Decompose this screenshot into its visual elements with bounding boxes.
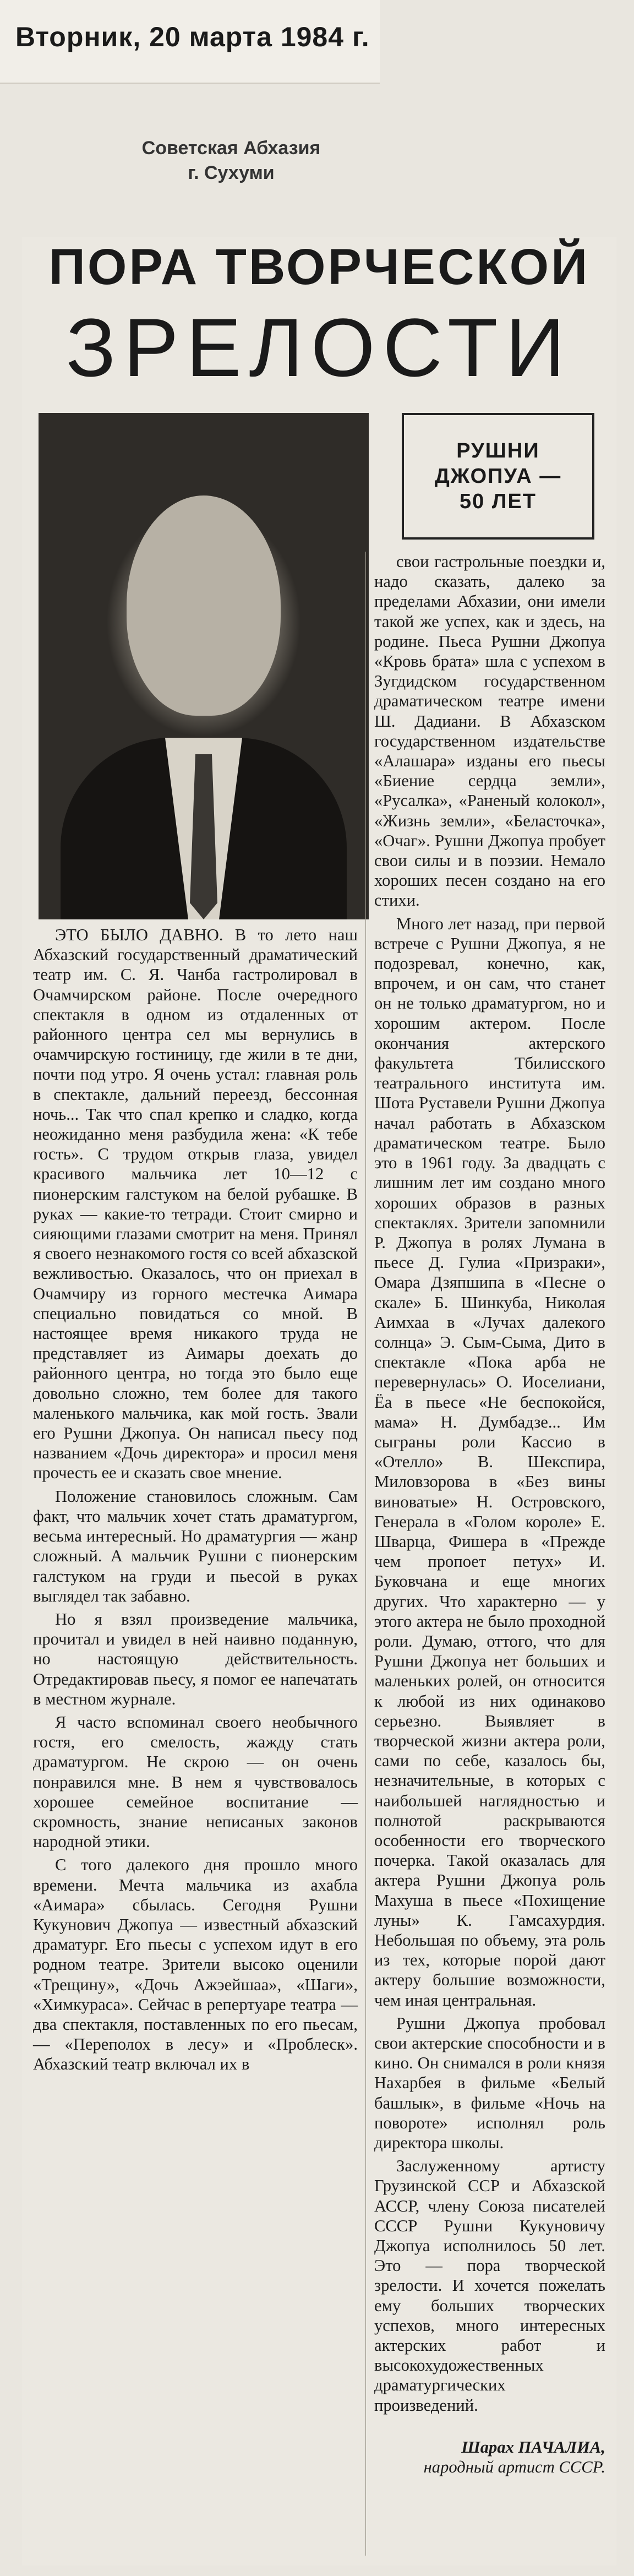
- left-paragraph: Но я взял произведение мальчика, прочитал и увидел в ней наивно поданную, но настоящую действительность. Отредактировав пьесу, я помог ее напечатать в местном журнале.: [33, 1609, 358, 1708]
- headline-line-1: ПОРА ТВОРЧЕСКОЙ: [48, 239, 590, 295]
- stamp-newspaper-name: Советская Абхазия: [141, 138, 321, 159]
- right-paragraph: Заслуженному артисту Грузинской ССР и Абхазской АССР, члену Союза писателей СССР Рушни Кукуновичу Джопуа исполнилось 50 лет. Это — пора творческой зрелости. И хочется пожелать ему больших творческих успехов, много интересных актерских работ и высокохудожественных драматургических произведений.: [374, 2156, 605, 2415]
- right-column: [374, 552, 605, 2477]
- signature: [374, 2437, 605, 2477]
- headline-line-2: ЗРЕЛОСТИ: [65, 301, 573, 394]
- right-paragraph: свои гастрольные поездки и, надо сказать, далеко за пределами Абхазии, они имели такой же успех, как и здесь, на родине. Пьеса Рушни Джопуа «Кровь брата» шла с успехом в Зугдидском государственном драматическом театре имени Ш. Дадиани. В Абхазском государственном издательстве «Алашара» изданы его пьесы «Биение сердца земли», «Русалка», «Раненый колокол», «Жизнь земли», «Беласточка», «Очаг». Рушни Джопуа пробует свои силы и в поэзии. Немало хороших песен создано на его стихи.: [374, 552, 605, 910]
- left-paragraph: ЭТО БЫЛО ДАВНО. В то лето наш Абхазский государственный драматический театр им. С. Я. Чанба гастролировал в Очамчирском районе. После очередного спектакля в одном из отдаленных от районного центра сел мы вернулись в очамчирскую гостиницу, где жили в те дни, почти под утро. Я очень устал: главная роль в спектакле, дальний переезд, бессонная ночь... Так что спал крепко и сладко, когда неожиданно меня разбудила жена: «К тебе гость». С трудом открыв глаза, увидел красивого мальчика лет 10—12 с пионерским галстуком на белой рубашке. В руках — какие-то тетради. Стоит смирно и сияющими глазами смотрит на меня. Принял я своего незнакомого гостя со всей абхазской вежливостью. Оказалось, что он приехал в Очамчиру из горного местечка Аимара специально повидаться со мной. В настоящее время никакого труда не представляет из Аимары доехать до районного центра, но тогда это было еще довольно сложно, тем более для такого маленького мальчика, как мой гость. Звали его Рушни Джопуа. Он написал пьесу под названием «Дочь директора» и просил меня прочесть ее и сказать свое мнение.: [33, 925, 358, 1483]
- right-paragraph: Много лет назад, при первой встрече с Рушни Джопуа, я не подозревал, конечно, как, впрочем, и он сам, что станет он не только драматургом, но и хорошим актером. После окончания актерского факультета Тбилисского театрального института им. Шота Руставели Рушни Джопуа начал работать в Абхазском драматическом театре. Было это в 1961 году. За двадцать с лишним лет им создано много хороших образов в разных спектаклях. Зрители запомнили Р. Джопуа в ролях Лумана в пьесе Д. Гулиа «Призраки», Омара Дзяпшипа в «Песне о скале» Б. Шинкуба, Николая Аимхаа в «Лучах далекого солнца» Э. Сым-Сыма, Дито в спектакле «Пока арба не перевернулась» О. Иоселиани, Ёа в пьесе «Не беспокойся, мама» Н. Думбадзе... Им сыграны роли Кассио в «Отелло» В. Шекспира, Миловзорова в «Без вины виноватые» Н. Островского, Генерала в «Голом короле» Е. Шварца, Фишера в «Прежде чем пропоет петух» И. Буковчана и еще многих других. Что характерно — у этого актера не было проходной роли. Думаю, оттого, что для Рушни Джопуа нет больших и маленьких ролей, он относится к любой из них одинаково серьезно. Выявляет в творческой жизни актера роли, сами по себе, казалось бы, незначительные, в которых с наибольшей наглядностью и полнотой раскрываются особенности его творческого почерка. Такой оказалась для актера Рушни Джопуа роль Махуша в пьесе «Похищение луны» К. Гамсахурдия. Небольшая по объему, эта роль из тех, которые порой дают актеру большие возможности, чем иная центральная.: [374, 914, 605, 2009]
- signature-title: народный артист СССР.: [423, 2458, 605, 2477]
- column-divider: [365, 552, 366, 2556]
- signature-name: Шарах ПАЧАЛИА,: [461, 2437, 605, 2457]
- left-paragraph: Я часто вспоминал своего необычного гостя, его смелость, жажду стать драматургом. Не скрою — он очень понравился мне. В нем я чувствовалось хорошее семейное воспитание — скромность, знание неписаных законов народной этики.: [33, 1712, 358, 1851]
- stamp-city: г. Сухуми: [188, 162, 275, 183]
- anniversary-box-text: РУШНИ ДЖОПУА — 50 ЛЕТ: [434, 439, 562, 513]
- newspaper-stamp: [127, 138, 336, 215]
- right-paragraph: Рушни Джопуа пробовал свои актерские способности и в кино. Он снимался в роли князя Нахарбея в фильме «Белый башлык», в фильме «Ночь на повороте» исполнял роль директора школы.: [374, 2013, 605, 2153]
- left-column: [33, 925, 358, 2074]
- article: [22, 237, 616, 2566]
- issue-date: Вторник, 20 марта 1984 г.: [15, 21, 370, 52]
- left-paragraph: С того далекого дня прошло много времени. Мечта мальчика из ахабла «Аимара» сбылась. Сегодня Рушни Кукунович Джопуа — известный абхазский драматург. Его пьесы с успехом идут в его родном театре. Зрители высоко оценили «Трещину», «Дочь Ажэейшаа», «Шаги», «Химкураса». Сейчас в репертуаре театра — два спектакля, поставленных по его пьесам, — «Переполох в лесу» и «Проблеск». Абхазский театр включал их в: [33, 1855, 358, 2074]
- left-paragraph: Положение становилось сложным. Сам факт, что мальчик хочет стать драматургом, весьма интересный. Но драматургия — жанр сложный. А мальчик Рушни с пионерским галстуком на груди и пьесой в руках выглядел так забавно.: [33, 1486, 358, 1605]
- anniversary-box: [402, 413, 594, 540]
- date-clipping: [0, 0, 380, 84]
- portrait-photo: [39, 413, 369, 919]
